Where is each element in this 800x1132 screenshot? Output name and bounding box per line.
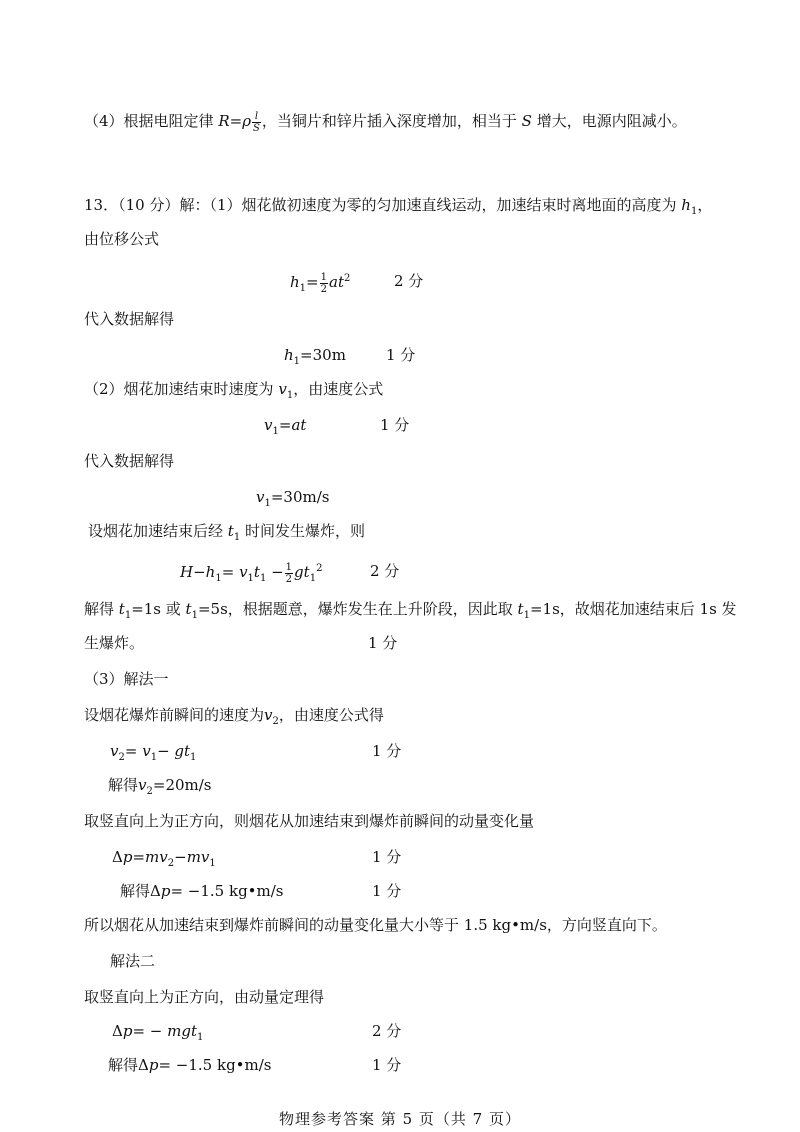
substitute-data-1: 代入数据解得 xyxy=(84,310,175,328)
set-t1-text-a: 设烟花加速结束后经 xyxy=(88,522,228,540)
q13-head-text: 13．（10 分）解：（1）烟花做初速度为零的匀加速直线运动，加速结束时离地面的高度为 xyxy=(84,196,682,214)
v2-intro: 设烟花爆炸前瞬间的速度为$v_2$，由速度公式得 xyxy=(84,706,384,727)
t1-value-3: =1s xyxy=(529,600,560,618)
score-impulse-result: 1 分 xyxy=(372,1056,402,1074)
part4-text-c: 增大，电源内阻减小。 xyxy=(531,112,687,130)
score-t1-solve: 1 分 xyxy=(368,634,398,652)
h1-result: $h_1=30m$ xyxy=(284,346,346,367)
v2-result-text-b: =20m/s xyxy=(152,776,212,794)
conclusion-line: 所以烟花从加速结束到爆炸前瞬间的动量变化量大小等于 1.5 kg•m/s，方向竖直向下。 xyxy=(84,916,667,934)
part2-text-a: （2）烟花加速结束时速度为 xyxy=(84,380,279,398)
v2-intro-text-a: 设烟花爆炸前瞬间的速度为 xyxy=(84,706,265,724)
v2-result-text-a: 解得 xyxy=(108,776,139,794)
solve-t1-text-a: 解得 xyxy=(84,600,119,618)
score-dp-formula: 1 分 xyxy=(372,848,402,866)
part3-method1: （3）解法一 xyxy=(84,670,169,688)
v1-result: $v_1=30m/s$ xyxy=(256,488,330,509)
solve-t1-line: 解得 $t_1=1s$ 或 $t_1=5s$，根据题意，爆炸发生在上升阶段，因此取 $t_1=1s$，故烟花加速结束后 1s 发 xyxy=(84,600,737,621)
score-h1-value: 1 分 xyxy=(386,346,416,364)
score-dp-result: 1 分 xyxy=(372,882,402,900)
score-v1-formula: 1 分 xyxy=(380,416,410,434)
h1-value: =30m xyxy=(300,346,346,364)
solve-t1-text-d: ，故烟花加速结束后 1s 发 xyxy=(559,600,737,618)
part4-line: （4）根据电阻定律 R=ρ $\frac{l}{S}$ ，当铜片和锌片插入深度增加，相当于 S 增大，电源内阻减小。 xyxy=(84,110,687,134)
score-height-formula: 2 分 xyxy=(370,562,400,580)
v1-formula: $v_1=at$ xyxy=(264,416,307,437)
dp-result1-text-b: = −1.5 kg•m/s xyxy=(170,882,284,900)
dp-result2-text-a: 解得Δ xyxy=(108,1056,149,1074)
score-impulse: 2 分 xyxy=(372,1022,402,1040)
substitute-data-2: 代入数据解得 xyxy=(84,452,175,470)
method2-heading: 解法二 xyxy=(110,952,156,970)
dp-result-1: 解得Δp= −1.5 kg•m/s xyxy=(120,882,284,900)
solve-t1-text-e: 生爆炸。 xyxy=(84,634,145,652)
v2-intro-text-b: ，由速度公式得 xyxy=(278,706,384,724)
impulse-formula: Δp= − mgt$_1$ xyxy=(112,1022,204,1043)
dp-formula: $\Delta p=mv_2-mv_1$ xyxy=(112,848,216,869)
h1-formula: $h_1=$ $\frac{1}{2}$ $at^2$ xyxy=(290,271,351,295)
dp-result-2: 解得Δp= −1.5 kg•m/s xyxy=(108,1056,272,1074)
page-footer: 物理参考答案 第 5 页（共 7 页） xyxy=(279,1110,521,1128)
part4-text-a: （4）根据电阻定律 xyxy=(84,112,219,130)
score-v2-formula: 1 分 xyxy=(372,742,402,760)
v2-formula: $v_2= v_1- gt_1$ xyxy=(110,742,197,763)
solve-t1-text-b: 或 xyxy=(161,600,186,618)
solve-t1-text-c: ，根据题意，爆炸发生在上升阶段，因此取 xyxy=(227,600,518,618)
v1-value: =30m/s xyxy=(270,488,330,506)
q13-header: 13．（10 分）解：（1）烟花做初速度为零的匀加速直线运动，加速结束时离地面的高度为 $h_1$， xyxy=(84,196,713,217)
dp-result2-text-b: = −1.5 kg•m/s xyxy=(158,1056,272,1074)
q13-continue: 由位移公式 xyxy=(84,230,160,248)
set-t1-text-b: 时间发生爆炸，则 xyxy=(240,522,365,540)
dp-result1-text-a: 解得Δ xyxy=(120,882,161,900)
set-t1-line: 设烟花加速结束后经 $t_1$ 时间发生爆炸，则 xyxy=(88,522,365,543)
part2-line: （2）烟花加速结束时速度为 $v_1$，由速度公式 xyxy=(84,380,384,401)
sign-convention-2: 取竖直向上为正方向，由动量定理得 xyxy=(84,988,325,1006)
resistance-formula: R=ρ $\frac{l}{S}$ xyxy=(218,110,260,134)
height-formula: $H-h_1= v_1t_1$ − $\frac{1}{2}$ $gt_1^2$ xyxy=(180,561,323,585)
t1-value-1: =1s xyxy=(131,600,161,618)
part2-text-b: ，由速度公式 xyxy=(293,380,384,398)
t1-value-2: =5s xyxy=(197,600,228,618)
sign-convention-1: 取竖直向上为正方向，则烟花从加速结束到爆炸前瞬间的动量变化量 xyxy=(84,812,535,830)
part4-text-b: ，当铜片和锌片插入深度增加，相当于 xyxy=(261,112,522,130)
v2-result: 解得$v_2=20m/s$ xyxy=(108,776,212,797)
score-h1-formula: 2 分 xyxy=(394,272,424,290)
